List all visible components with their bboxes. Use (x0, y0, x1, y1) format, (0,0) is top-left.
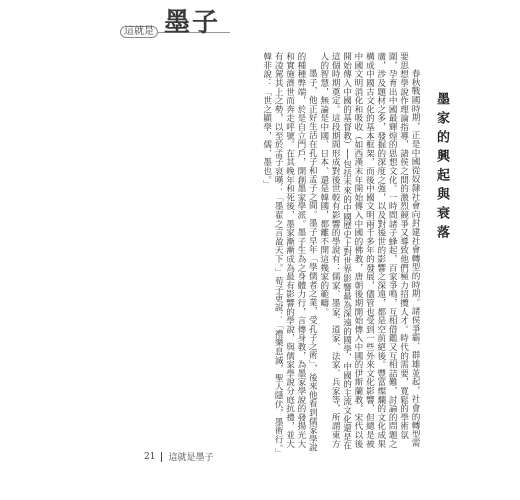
series-tag: 這就是 (120, 26, 158, 38)
series-title: 墨子 (164, 8, 221, 38)
body-text (108, 52, 420, 472)
page-number: 21 (144, 452, 162, 462)
running-header (120, 8, 230, 48)
paragraph-1: 春秋戰國時期，正是中國從奴隸社會向封建社會轉型的時期。諸侯爭霸、群雄並起，社會的轉型需要思想學說作理論指導，諸侯之間的激烈競爭又導致他們極力招攬人才。時代的需要，寬鬆的學術氛圍，孕育出中國最輝煌的思想文化。一時間諸子蜂起，百家爭鳴，互相借鑑又互相詰難，討論的問題之廣，涉及題材之多，發掘的深度之強，以及對後世的影響之深遠，都是空前絕後。豐富燦爛的文化成果構成中國古文化的基本框架，而後中國文明兩千多年的發展，儘管也受到一些外來文化影響，但總是被中國文明消化和吸收（如西漢末年開始傳入中國的佛教，唐朝後期開始傳入中國的伊斯蘭教，宋代以後開始傳入中國的基督教）──包括未來的中國歷史上對世界影響最為深遠的國學，中國的主流文化還是在這個時期奠定。這段期間形成對後世較有影響的學說有：儒家、墨家、道家、法家、兵家等，所謂東方人的智慧，無論是中國、日本、還是韓國，都離不開這幾家的範疇。 (318, 52, 420, 450)
section-title: 墨家的興起與衰落 (434, 92, 449, 244)
running-title: 這就是墨子 (168, 453, 214, 463)
vertical-columns (108, 52, 420, 456)
paragraph-2: 墨子，他正好生活在孔子和孟子之間。墨子早年「學儒者之業，受孔子之術」，後來他看到儒家學說的種種弊端，於是自立門戶，開創墨家學派。墨子生為之身體力行，言傳身教，為墨家學說的發揚光大和實施濟世而奔走呼號。在其晚年和死後，墨家漸漸成為最有影響的學說，與儒家學說分庭抗禮，並大有凌駕其上之勢，以至於孟子哀嘆：「墨翟之言盈天下。」荀子更說：「禮樂息滅，聖人隱伏，墨術行。」韓非說：「世之顯學，儒、墨也。」 (261, 52, 318, 453)
page-footer (144, 450, 213, 463)
